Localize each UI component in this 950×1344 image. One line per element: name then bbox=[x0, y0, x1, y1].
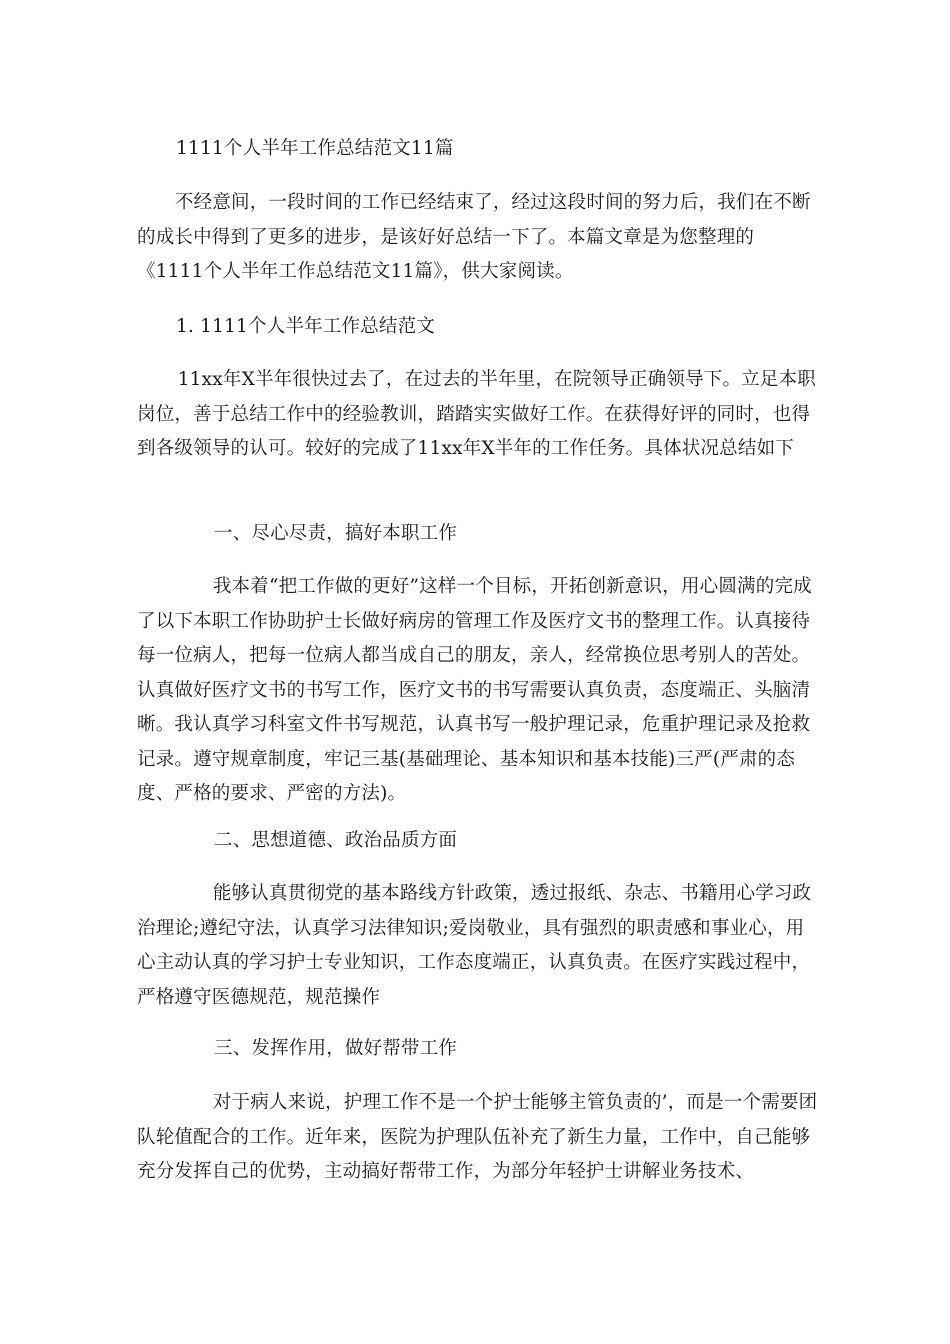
heading-2: 二、思想道德、政治品质方面 bbox=[214, 830, 458, 851]
section-1-text: 11xx年X半年很快过去了，在过去的半年里，在院领导正确领导下。立足本职岗位，善于总结工作中的经验教训，踏踏实实做好工作。在获得好评的同时，也得到各级领导的认可。较好的完成了11xx年X半年的工作任务。具体状况总结如下 bbox=[137, 369, 816, 459]
paragraph-1 bbox=[137, 570, 817, 812]
paragraph-3-text: 对于病人来说，护理工作不是一个护士能够主管负责的’，而是一个需要团队轮值配合的工作。近年来，医院为护理队伍补充了新生力量，工作中，自己能够充分发挥自己的优势，主动搞好帮带工作，为部分年轻护士讲解业务技术、 bbox=[137, 1092, 818, 1182]
heading-1: 一、尽心尽责，搞好本职工作 bbox=[214, 523, 458, 544]
section-1-paragraph bbox=[137, 363, 817, 467]
paragraph-1-text: 我本着“把工作做的更好”这样一个目标，开拓创新意识，用心圆满的完成了以下本职工作协助护士长做好病房的管理工作及医疗文书的整理工作。认真接待每一位病人，把每一位病人都当成自己的朋友，亲人，经常换位思考别人的苦处。认真做好医疗文书的书写工作，医疗文书的书写需要认真负责，态度端正、头脑清晰。我认真学习科室文件书写规范，认真书写一般护理记录，危重护理记录及抢救记录。遵守规章制度，牢记三基(基础理论、基本知识和基本技能)三严(严肃的态度、严格的要求、严密的方法)。 bbox=[137, 576, 812, 804]
paragraph-2 bbox=[137, 877, 817, 1015]
document-title: 1111个人半年工作总结范文11篇 bbox=[176, 138, 454, 159]
paragraph-2-text: 能够认真贯彻党的基本路线方针政策，透过报纸、杂志、书籍用心学习政治理论;遵纪守法，认真学习法律知识;爱岗敬业，具有强烈的职责感和事业心，用心主动认真的学习护士专业知识，工作态度端正，认真负责。在医疗实践过程中，严格遵守医德规范，规范操作 bbox=[137, 883, 812, 1008]
intro-paragraph bbox=[137, 186, 817, 290]
section-1-title: 1. 1111个人半年工作总结范文 bbox=[176, 316, 436, 337]
heading-3: 三、发挥作用，做好帮带工作 bbox=[214, 1038, 458, 1059]
paragraph-3 bbox=[137, 1086, 827, 1190]
intro-text: 不经意间，一段时间的工作已经结束了，经过这段时间的努力后，我们在不断的成长中得到了更多的进步，是该好好总结一下了。本篇文章是为您整理的《1111个人半年工作总结范文11篇》，供大家阅读。 bbox=[137, 192, 811, 282]
